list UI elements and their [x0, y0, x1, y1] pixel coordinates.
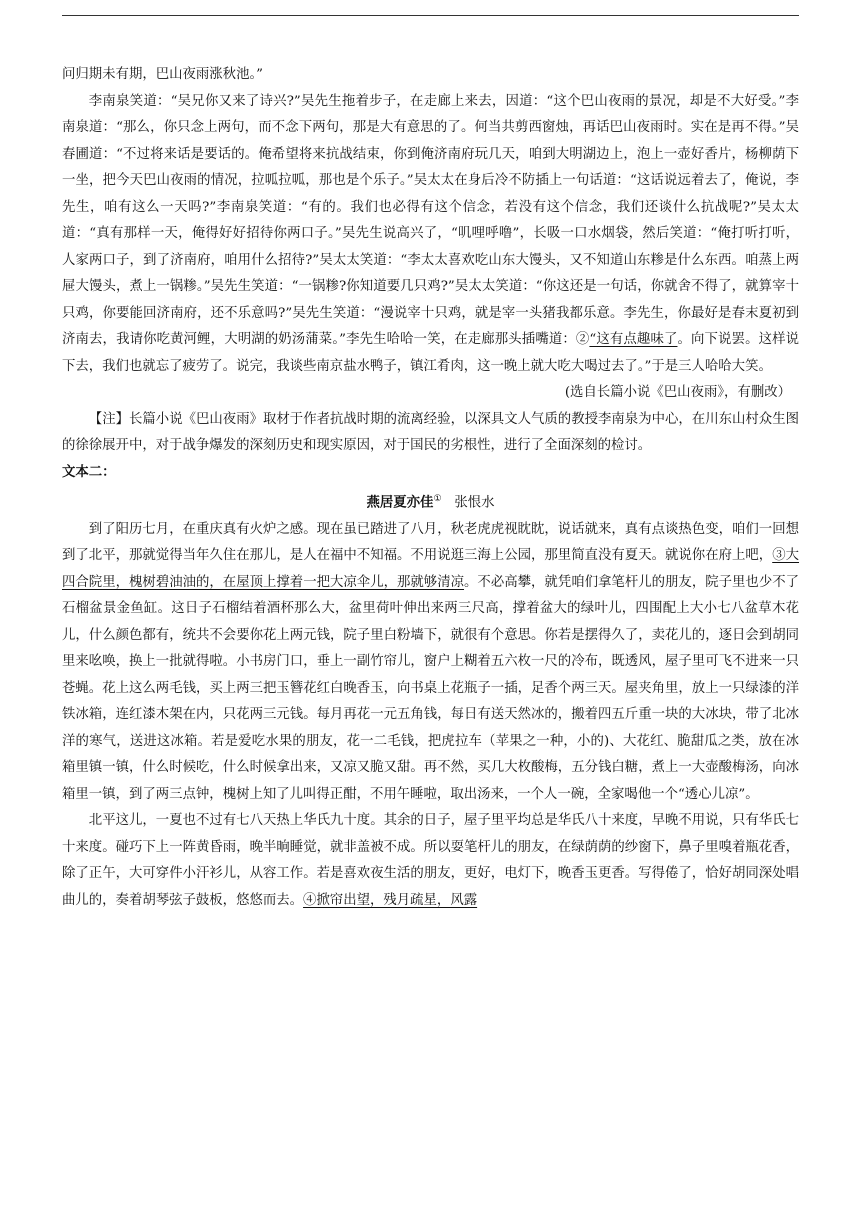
paragraph-text: 到了阳历七月，在重庆真有火炉之感。现在虽已踏进了八月，秋老虎虎视眈眈，说话就来，真有点谈热色变，咱们一回想到了北平，那就觉得当年久住在那儿，是人在福中不知福。不用说逛三海上公园，那里简直没有夏天。就说你在府上吧， — [62, 521, 799, 564]
underlined-phrase-2: “这有点趣味了 — [589, 332, 678, 347]
header-rule — [62, 15, 799, 16]
document-page — [62, 62, 799, 914]
dialogue-text: 李南泉笑道：“吴兄你又来了诗兴?”吴先生拖着步子，在走廊上来去，因道：“这个巴山夜雨的景况，却是不大好受。”李南泉道：“那么，你只念上两句，而不念下两句，那是大有意思的了。何当共剪西窗烛，再话巴山夜雨时。实在是再不得。”吴春圃道：“不过将来话是要话的。俺希望将来抗战结束，你到俺济南府玩几天，咱到大明湖边上，泡上一壶好香片，杨柳荫下一坐，把今天巴山夜雨的情况，拉呱拉呱，那也是个乐子。”吴太太在身后冷不防插上一句话道：“这话说远着去了，俺说，李先生，咱有这么一天吗?”李南泉笑道：“有的。我们也必得有这个信念，若没有这个信念，我们还谈什么抗战呢?”吴太太道：“真有那样一天，俺得好好招待你两口子。”吴先生说高兴了，“叽哩呼噜”，长吸一口水烟袋，然后笑道：“俺打听打听，人家两口子，到了济南府，咱用什么招待?”吴太太笑道：“李太太喜欢吃山东大馒头，又不知道山东糁是什么东西。咱蒸上两屉大馒头，煮上一锅糁。”吴先生笑道：“一锅糁?你知道要几只鸡?”吴太太笑道：“你这还是一句话，你就舍不得了，就算宰十只鸡，你要能回济南府，还不乐意吗?”吴先生笑道：“漫说宰十只鸡，就是宰一头猪我都乐意。李先生，你最好是春末夏初到济南去，我请你吃黄河鲤，大明湖的奶汤蒲菜。”李先生哈哈一笑，在走廊那头插嘴道： — [62, 93, 799, 347]
essay-title: 燕居夏亦佳 — [366, 495, 434, 511]
essay-paragraph-2 — [62, 808, 799, 914]
paragraph-text: 。不必高攀，就凭咱们拿笔杆儿的朋友，院子里也少不了石榴盆景金鱼缸。这日子石榴结着酒杯那么大，盆里荷叶伸出来两三尺高，撑着盆大的绿叶儿，四围配上大小七八盆草木花儿，什么颜色都有，统共不会要你花上两元钱，院子里白粉墙下，就很有个意思。你若是摆得久了，卖花儿的，逐日会到胡同里来吆唤，换上一批就得啦。小书房门口，垂上一副竹帘儿，窗户上糊着五六枚一尺的冷布，既透风，屋子里可飞不进来一只苍蝇。花上这么两毛钱，买上两三把玉簪花红白晚香玉，向书桌上花瓶子一插，足香个两三天。屋夹角里，放上一只绿漆的洋铁冰箱，连红漆木架在内，只花两三元钱。每月再花一元五角钱，每日有送天然冰的，搬着四五斤重一块的大冰块，带了北冰洋的寒气，送进这冰箱。若是爱吃水果的朋友，花一二毛钱，把虎拉车（苹果之一种，小的)、大花红、脆甜瓜之类，放在冰箱里镇一镇，什么时候吃，什么时候拿出来，又凉又脆又甜。再不然，买几大枚酸梅，五分钱白糖，煮上一大壶酸梅汤，向冰箱里一镇，到了两三点钟，槐树上知了儿叫得正酣，不用午睡啦，取出汤来，一个人一碗，全家喝他一个“透心儿凉”。 — [62, 574, 800, 802]
essay-heading — [62, 486, 799, 517]
poem-line: 问归期未有期，巴山夜雨涨秋池。” — [62, 67, 264, 82]
paragraph-text: 北平这儿，一夏也不过有七八天热上华氏九十度。其余的日子，屋子里平均总是华氏八十来度，早晚不用说，只有华氏七十来度。碰巧下上一阵黄昏雨，晚半晌睡觉，就非盖被不成。所以耍笔杆儿的朋友，在绿荫荫的纱窗下，鼻子里嗅着瓶花香，除了正午，大可穿件小汗衫儿，从容工作。若是喜欢夜生活的朋友，更好，电灯下，晚香玉更香。写得倦了，恰好胡同深处唱曲儿的，奏着胡琴弦子鼓板，悠悠而去。 — [62, 813, 799, 908]
dialogue-tail: 。向下说罢。这样说下去，我们也就忘了疲劳了。说完，我谈些南京盐水鸭子，镇江肴肉，这一晚上就大吃大喝过去了。”于是三人哈哈大笑。 — [62, 332, 800, 374]
underlined-phrase-4: ④掀帘出望，残月疏星，风露 — [303, 892, 478, 908]
essay-paragraph-1 — [62, 517, 799, 809]
essay-author: 张恨水 — [454, 495, 495, 511]
text2-label: 文本二： — [62, 464, 116, 480]
marker-2: ② — [575, 332, 590, 347]
dialogue-paragraph — [62, 89, 799, 381]
underlined-phrase-3: ③大四合院里，槐树碧油油的，在屋顶上撑着一把大凉伞儿，那就够清凉 — [62, 548, 800, 590]
footnote-marker: ① — [433, 494, 442, 504]
annotation-note: 【注】长篇小说《巴山夜雨》取材于作者抗战时期的流离经验，以深具文人气质的教授李南泉为中心，在川东山村众生图的徐徐展开中，对于战争爆发的深刻历史和现实原因，对于国民的劣根性，进行了全面深刻的检讨。 — [62, 411, 799, 453]
source-citation: (选自长篇小说《巴山夜雨》，有删改） — [564, 385, 791, 400]
